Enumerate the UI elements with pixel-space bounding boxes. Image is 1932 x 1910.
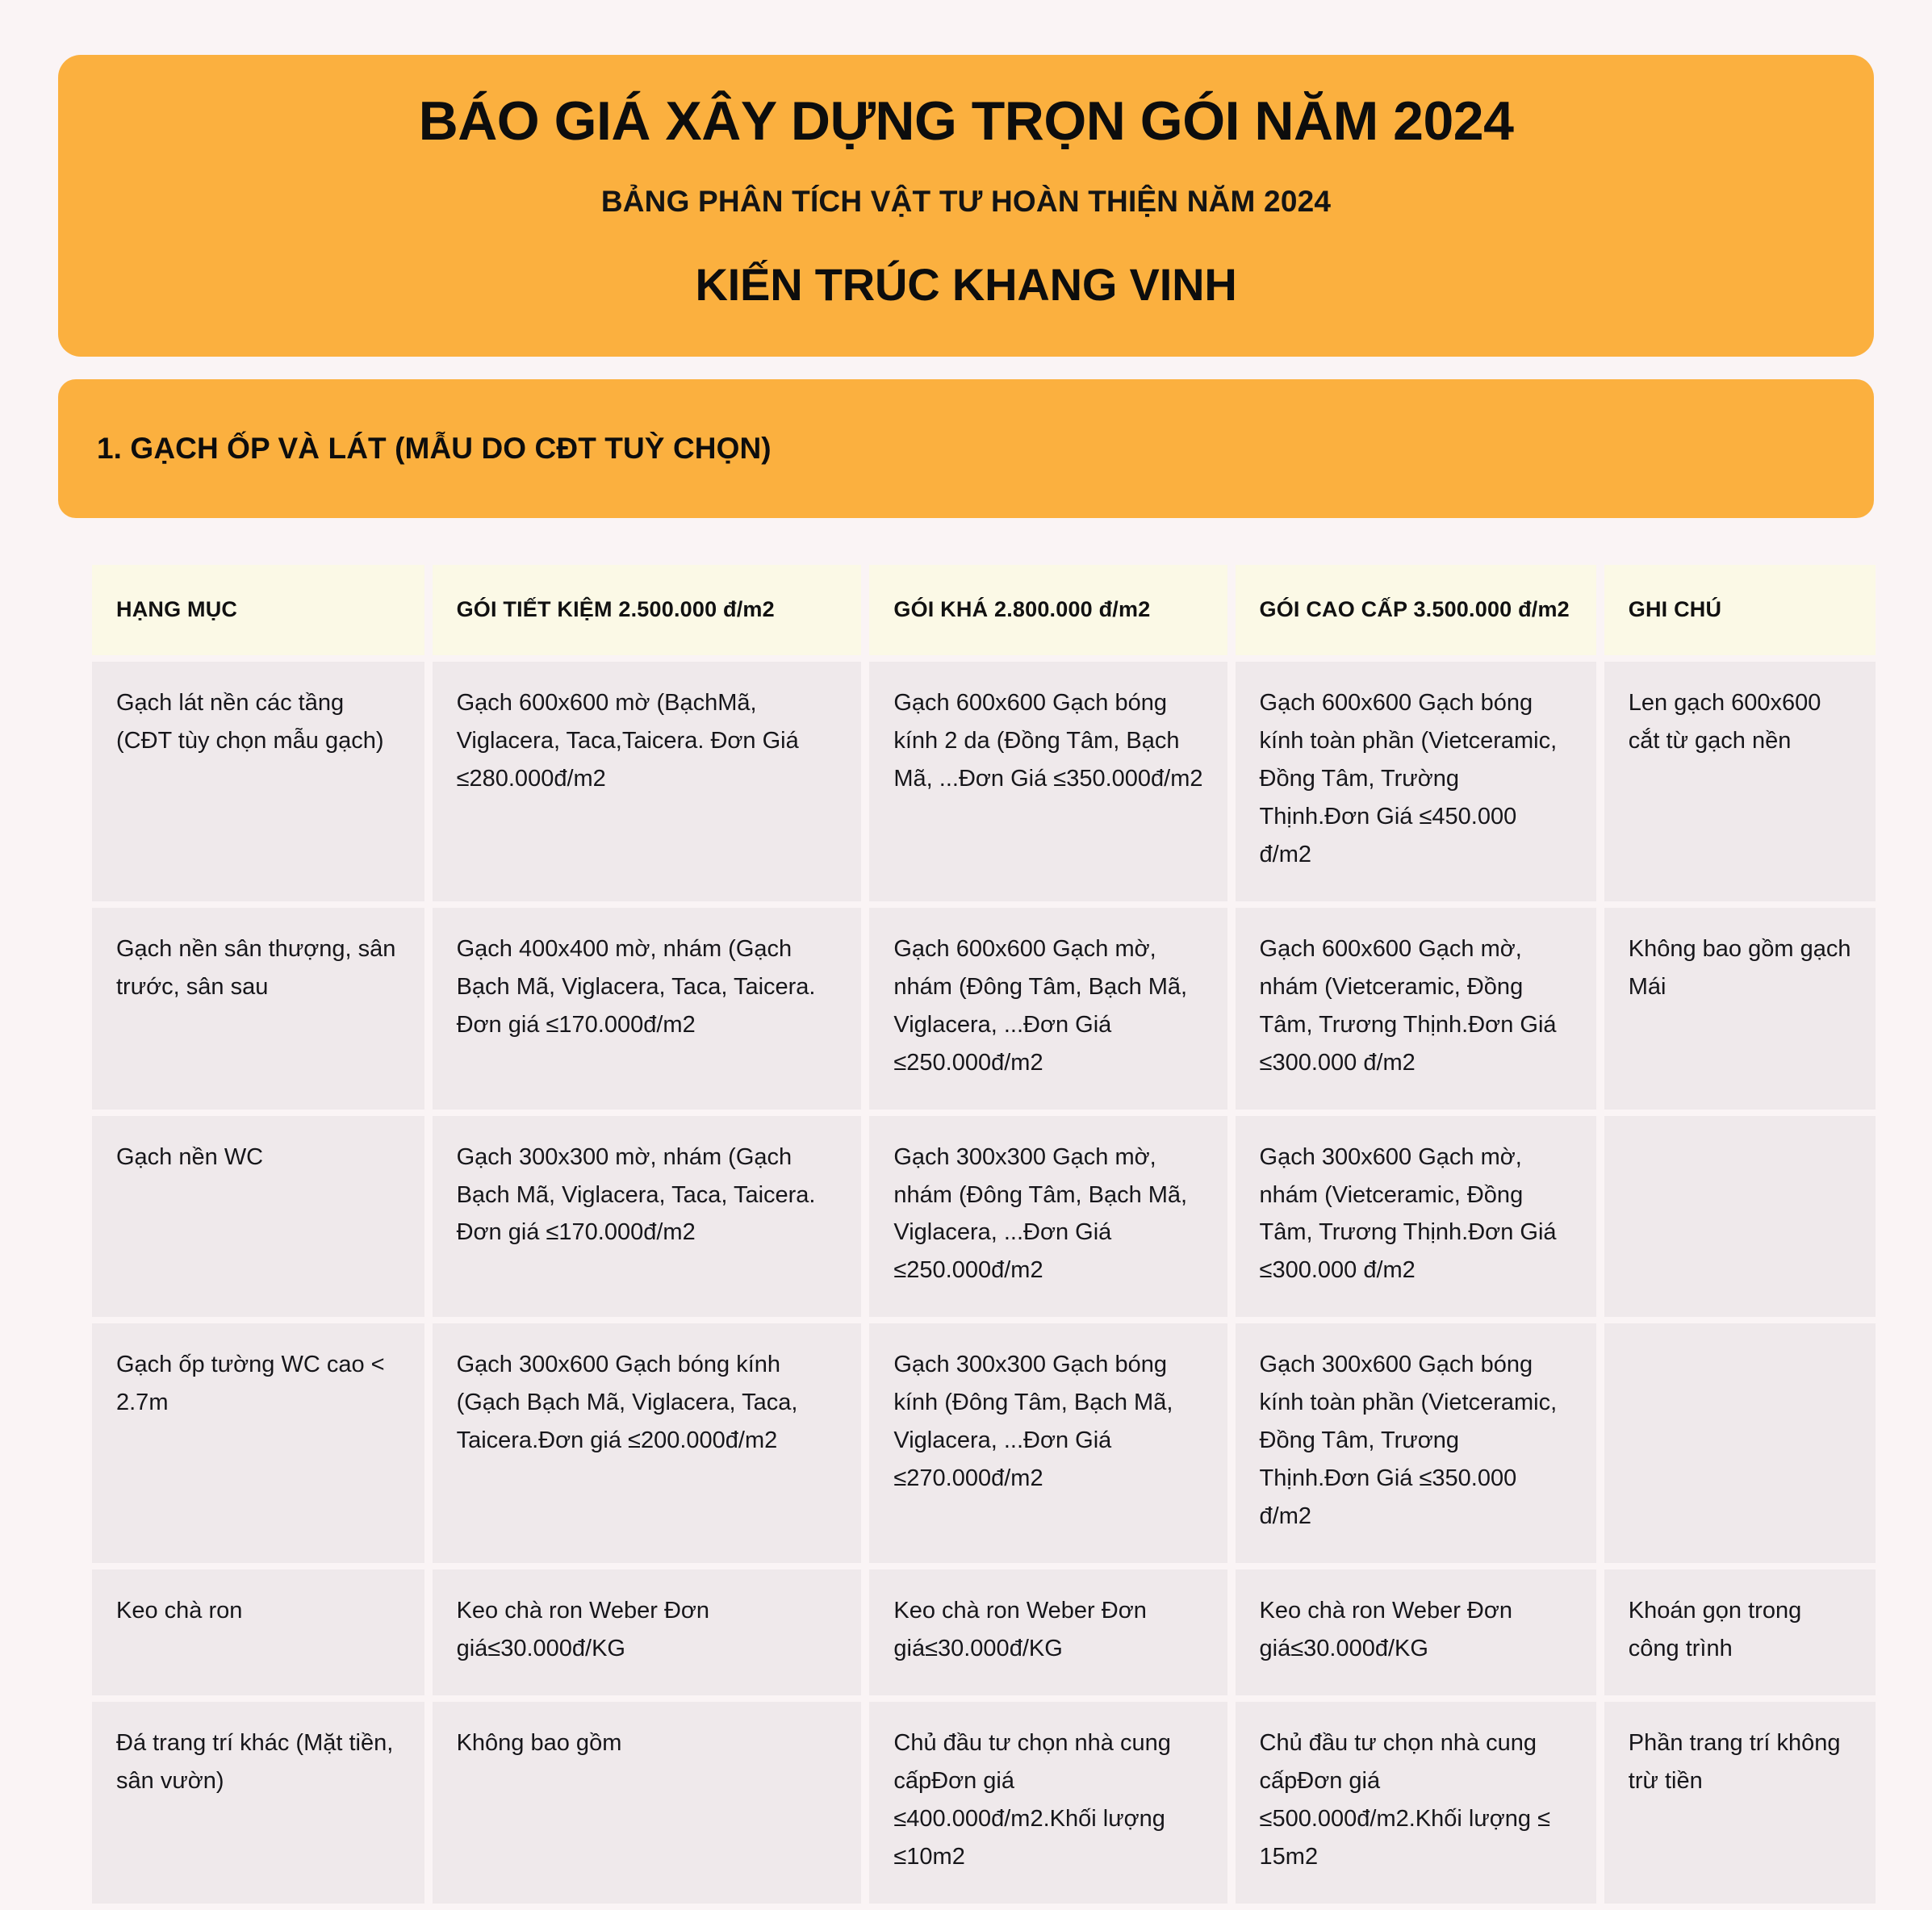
table-header (92, 565, 1876, 655)
pricing-table-wrapper (92, 558, 1874, 1910)
pricing-table (84, 558, 1884, 1910)
cell-ghi-chu: Khoán gọn trong công trình (1604, 1569, 1876, 1695)
cell-ghi-chu: Len gạch 600x600 cắt từ gạch nền (1604, 662, 1876, 901)
column-header-goi-tiet-kiem: GÓI TIẾT KIỆM 2.500.000 đ/m2 (433, 565, 862, 655)
cell-hang-muc: Gạch nền WC (92, 1116, 424, 1318)
cell-hang-muc: Gạch lát nền các tầng (CĐT tùy chọn mẫu gạch) (92, 662, 424, 901)
cell-goi-kha: Gạch 300x300 Gạch mờ, nhám (Đông Tâm, Bạch Mã, Viglacera, ...Đơn Giá ≤250.000đ/m2 (869, 1116, 1227, 1318)
table-row (92, 1569, 1876, 1695)
table-row (92, 662, 1876, 901)
table-row (92, 908, 1876, 1110)
table-row (92, 1323, 1876, 1563)
cell-goi-tiet-kiem: Không bao gồm (433, 1702, 862, 1904)
cell-goi-kha: Gạch 600x600 Gạch mờ, nhám (Đông Tâm, Bạch Mã, Viglacera, ...Đơn Giá ≤250.000đ/m2 (869, 908, 1227, 1110)
quote-document-page (0, 55, 1932, 1910)
cell-goi-cao-cap: Gạch 600x600 Gạch bóng kính toàn phần (Vietceramic, Đồng Tâm, Trường Thịnh.Đơn Giá ≤450.000 đ/m2 (1236, 662, 1596, 901)
cell-hang-muc: Keo chà ron (92, 1569, 424, 1695)
header-banner (58, 55, 1874, 357)
cell-ghi-chu: Phần trang trí không trừ tiền (1604, 1702, 1876, 1904)
cell-ghi-chu (1604, 1116, 1876, 1318)
cell-goi-cao-cap: Keo chà ron Weber Đơn giá≤30.000đ/KG (1236, 1569, 1596, 1695)
column-header-goi-kha: GÓI KHÁ 2.800.000 đ/m2 (869, 565, 1227, 655)
cell-hang-muc: Gạch nền sân thượng, sân trước, sân sau (92, 908, 424, 1110)
table-header-row (92, 565, 1876, 655)
cell-goi-kha: Chủ đầu tư chọn nhà cung cấpĐơn giá ≤400.000đ/m2.Khối lượng ≤10m2 (869, 1702, 1227, 1904)
company-name: KIẾN TRÚC KHANG VINH (695, 258, 1237, 310)
cell-goi-tiet-kiem: Gạch 300x600 Gạch bóng kính (Gạch Bạch Mã, Viglacera, Taca, Taicera.Đơn giá ≤200.000đ/m2 (433, 1323, 862, 1563)
section-header-bar (58, 379, 1874, 518)
cell-ghi-chu (1604, 1323, 1876, 1563)
cell-goi-kha: Gạch 600x600 Gạch bóng kính 2 da (Đồng Tâm, Bạch Mã, ...Đơn Giá ≤350.000đ/m2 (869, 662, 1227, 901)
cell-goi-cao-cap: Gạch 300x600 Gạch mờ, nhám (Vietceramic, Đồng Tâm, Trương Thịnh.Đơn Giá ≤300.000 đ/m2 (1236, 1116, 1596, 1318)
table-row (92, 1116, 1876, 1318)
table-row (92, 1702, 1876, 1904)
cell-goi-tiet-kiem: Gạch 600x600 mờ (BạchMã, Viglacera, Taca,Taicera. Đơn Giá ≤280.000đ/m2 (433, 662, 862, 901)
cell-goi-tiet-kiem: Gạch 300x300 mờ, nhám (Gạch Bạch Mã, Viglacera, Taca, Taicera. Đơn giá ≤170.000đ/m2 (433, 1116, 862, 1318)
cell-goi-cao-cap: Chủ đầu tư chọn nhà cung cấpĐơn giá ≤500.000đ/m2.Khối lượng ≤ 15m2 (1236, 1702, 1596, 1904)
cell-goi-cao-cap: Gạch 300x600 Gạch bóng kính toàn phần (Vietceramic, Đồng Tâm, Trương Thịnh.Đơn Giá ≤350.000 đ/m2 (1236, 1323, 1596, 1563)
cell-ghi-chu: Không bao gồm gạch Mái (1604, 908, 1876, 1110)
cell-goi-kha: Keo chà ron Weber Đơn giá≤30.000đ/KG (869, 1569, 1227, 1695)
page-subtitle: BẢNG PHÂN TÍCH VẬT TƯ HOÀN THIỆN NĂM 2024 (600, 185, 1332, 219)
cell-hang-muc: Đá trang trí khác (Mặt tiền, sân vườn) (92, 1702, 424, 1904)
cell-goi-tiet-kiem: Keo chà ron Weber Đơn giá≤30.000đ/KG (433, 1569, 862, 1695)
column-header-goi-cao-cap: GÓI CAO CẤP 3.500.000 đ/m2 (1236, 565, 1596, 655)
cell-goi-kha: Gạch 300x300 Gạch bóng kính (Đông Tâm, Bạch Mã, Viglacera, ...Đơn Giá ≤270.000đ/m2 (869, 1323, 1227, 1563)
cell-goi-tiet-kiem: Gạch 400x400 mờ, nhám (Gạch Bạch Mã, Viglacera, Taca, Taicera. Đơn giá ≤170.000đ/m2 (433, 908, 862, 1110)
page-title: BÁO GIÁ XÂY DỰNG TRỌN GÓI NĂM 2024 (418, 90, 1514, 152)
cell-hang-muc: Gạch ốp tường WC cao < 2.7m (92, 1323, 424, 1563)
column-header-ghi-chu: GHI CHÚ (1604, 565, 1876, 655)
cell-goi-cao-cap: Gạch 600x600 Gạch mờ, nhám (Vietceramic, Đồng Tâm, Trương Thịnh.Đơn Giá ≤300.000 đ/m2 (1236, 908, 1596, 1110)
table-body (92, 662, 1876, 1904)
section-title: 1. GẠCH ỐP VÀ LÁT (MẪU DO CĐT TUỲ CHỌN) (97, 431, 772, 465)
column-header-hang-muc: HẠNG MỤC (92, 565, 424, 655)
